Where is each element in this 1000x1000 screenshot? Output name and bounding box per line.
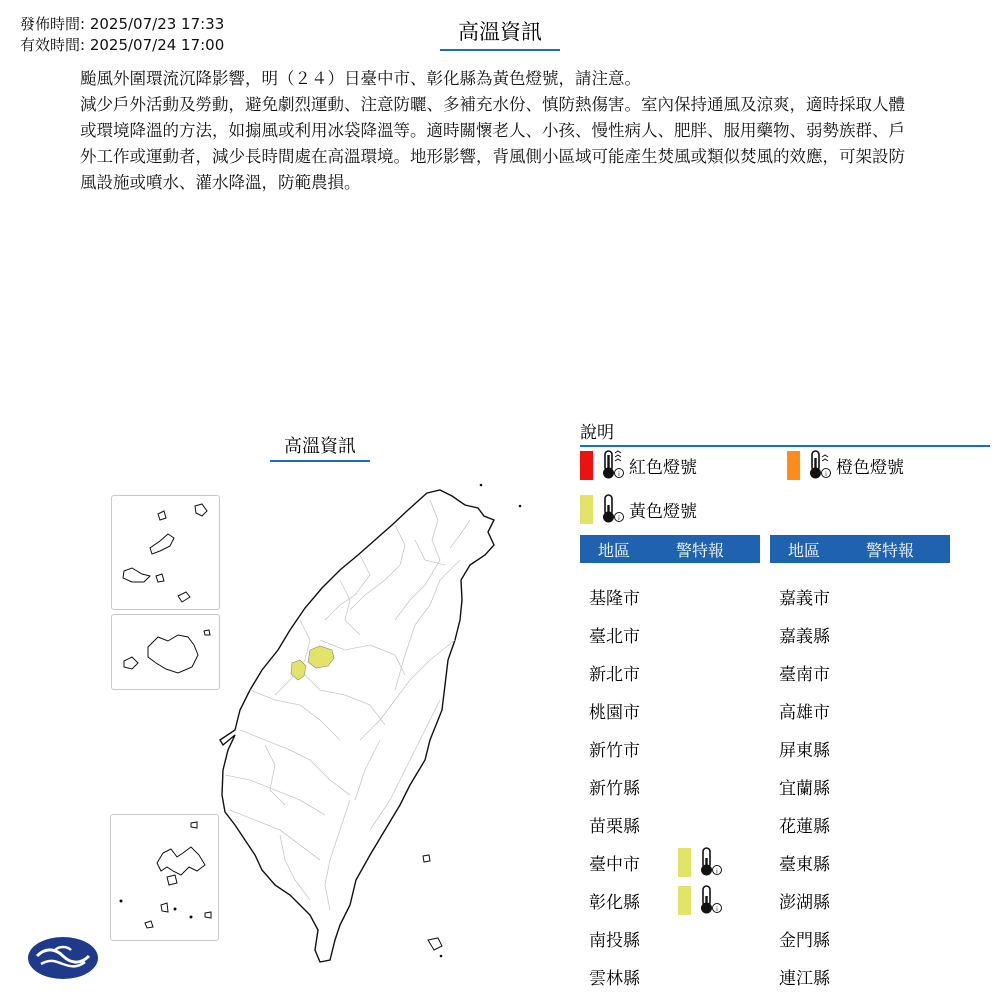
region-name: 新竹縣 [589,779,640,799]
district-lines [225,500,470,910]
table-row [580,766,760,804]
matsu-inset [111,495,220,610]
kinmen-islands [112,615,219,689]
region-name: 澎湖縣 [779,893,830,913]
table-row [770,576,950,614]
region-name: 新北市 [589,665,640,685]
table-header-left [580,535,760,563]
region-name: 新竹市 [589,741,640,761]
thermometer-high-icon [599,449,625,481]
penghu-inset [110,814,219,941]
page-title: 高溫資訊 [440,16,560,51]
region-name: 南投縣 [589,931,640,951]
table-row [770,728,950,766]
table-row [580,842,760,880]
region-name: 花蓮縣 [779,817,830,837]
table-row [770,690,950,728]
table-row [580,918,760,956]
header-warning: 警特報 [676,540,725,560]
region-name: 連江縣 [779,969,830,989]
svg-text:i: i [825,471,827,478]
islet-dot [519,505,522,508]
region-name: 臺北市 [589,627,640,647]
svg-text:i: i [716,868,718,875]
yellow-swatch [678,886,691,915]
kinmen-inset [111,614,220,690]
matsu-islands [112,496,219,609]
header-warning: 警特報 [866,540,915,560]
region-name: 金門縣 [779,931,830,951]
changhua-highlight [291,660,306,680]
table-row [770,804,950,842]
table-row [580,614,760,652]
legend-red [580,449,697,481]
region-name: 嘉義市 [779,589,830,609]
region-name: 臺中市 [589,855,640,875]
lanyu-island [428,938,442,950]
legend-yellow-label: 黃色燈號 [629,501,697,522]
description [80,66,920,196]
table-row [770,614,950,652]
table-row [580,576,760,614]
penghu-islands [111,815,218,940]
legend-orange-label: 橙色燈號 [836,457,904,478]
region-name: 彰化縣 [589,893,640,913]
table-row [580,880,760,918]
warning-indicator [678,846,723,878]
region-name: 桃園市 [589,703,640,723]
table-row [770,652,950,690]
description-line-2: 減少戶外活動及勞動，避免劇烈運動、注意防曬、多補充水份、慎防熱傷害。室內保持通風及涼爽，適時採取人體或環境降溫的方法，如搧風或利用冰袋降溫等。適時關懷老人、小孩、慢性病人、肥胖、服用藥物、弱勢族群、戶外工作或運動者，減少長時間處在高溫環境。地形影響，背風側小區域可能產生焚風或類似焚風的效應，可架設防風設施或噴水、灌水降溫，防範農損。 [80,95,905,192]
table-row [580,956,760,994]
issue-time: 發佈時間: 2025/07/23 17:33 [20,15,225,33]
warning-indicator [678,884,723,916]
legend-title: 說明 [580,418,990,447]
valid-time: 有效時間: 2025/07/24 17:00 [20,36,225,54]
region-name: 苗栗縣 [589,817,640,837]
islet-dot [480,484,483,487]
table-header-right [770,535,950,563]
taichung-highlight [308,646,334,668]
table-row [580,690,760,728]
thermometer-medium-icon [806,449,832,481]
thermometer-low-icon [599,493,625,525]
table-row [770,842,950,880]
table-row [770,956,950,994]
map-title: 高溫資訊 [270,432,370,462]
legend-orange [787,449,904,481]
region-name: 臺南市 [779,665,830,685]
green-island [423,855,430,862]
table-row [580,652,760,690]
legend-red-label: 紅色燈號 [629,457,697,478]
header-region: 地區 [598,540,631,560]
table-row [580,728,760,766]
description-line-1: 颱風外圍環流沉降影響，明（２４）日臺中市、彰化縣為黃色燈號，請注意。 [80,69,641,88]
region-name: 高雄市 [779,703,830,723]
region-name: 基隆市 [589,589,640,609]
legend-yellow [580,493,697,525]
table-row [770,880,950,918]
cwa-logo [27,936,99,980]
islet-dot [440,955,443,958]
region-name: 宜蘭縣 [779,779,830,799]
svg-text:i: i [618,471,620,478]
svg-text:i: i [716,906,718,913]
thermometer-low-icon [697,884,723,916]
yellow-swatch [678,848,691,877]
thermometer-low-icon [697,846,723,878]
table-row [580,804,760,842]
orange-swatch [787,451,800,480]
table-row [770,918,950,956]
svg-text:i: i [618,515,620,522]
taiwan-outline [220,490,494,962]
table-row [770,766,950,804]
region-name: 嘉義縣 [779,627,830,647]
red-swatch [580,451,593,480]
region-name: 臺東縣 [779,855,830,875]
issue-meta [20,14,224,56]
header-region: 地區 [788,540,821,560]
yellow-swatch [580,495,593,524]
region-name: 雲林縣 [589,969,640,989]
region-name: 屏東縣 [779,741,830,761]
